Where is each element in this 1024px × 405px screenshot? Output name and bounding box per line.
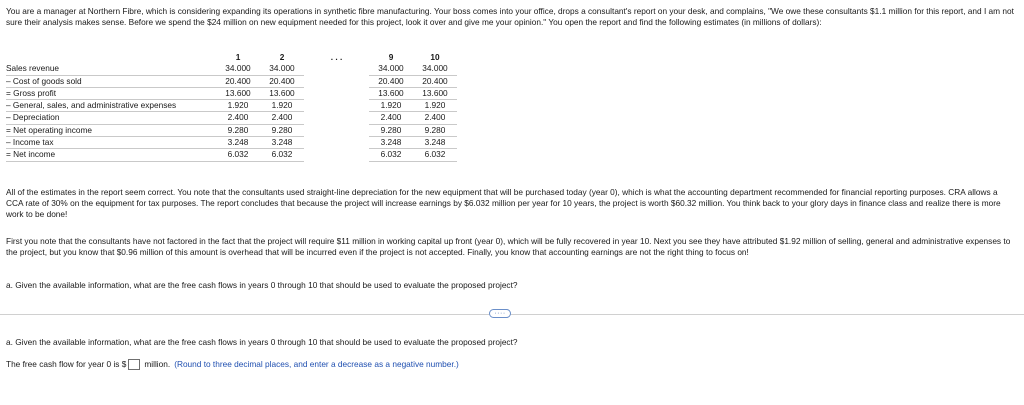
cell-year-2: 1.920 xyxy=(260,100,304,112)
cell-ellipsis xyxy=(304,75,369,87)
cell-year-1: 2.400 xyxy=(216,112,260,124)
year-0-fcf-input[interactable] xyxy=(128,359,140,370)
cell-year-10: 13.600 xyxy=(413,87,457,99)
cell-ellipsis xyxy=(304,124,369,136)
cell-year-10: 1.920 xyxy=(413,100,457,112)
row-label: = Net operating income xyxy=(6,124,216,136)
question-prompt: a. Given the available information, what are the free cash flows in years 0 through 10 that should be used to evaluate the proposed project? xyxy=(6,280,518,290)
row-label: – Depreciation xyxy=(6,112,216,124)
cell-ellipsis xyxy=(304,63,369,75)
problem-intro: You are a manager at Northern Fibre, which is considering expanding its operations in synthetic fibre manufacturing. Your boss comes into your office, drops a consultant's report on your desk, and complains, "We owe these consultants $1.1 million for this report, and I am not sure their analysis makes sense. Before we spend the $24 million on new equipment needed for this project, look it over and give me your opinion." You open the report and find the following estimates (in millions of dollars): xyxy=(6,6,1014,27)
answer-prefix: The free cash flow for year 0 is $ xyxy=(6,359,127,369)
table-row xyxy=(6,124,457,136)
answer-hint: (Round to three decimal places, and enter a decrease as a negative number.) xyxy=(174,359,459,369)
cell-year-1: 1.920 xyxy=(216,100,260,112)
cell-year-1: 34.000 xyxy=(216,63,260,75)
section-divider xyxy=(0,314,1024,315)
cell-ellipsis xyxy=(304,137,369,149)
cell-year-2: 34.000 xyxy=(260,63,304,75)
table-row xyxy=(6,137,457,149)
cell-year-9: 1.920 xyxy=(369,100,413,112)
expand-collapse-button[interactable] xyxy=(489,309,511,318)
table-row xyxy=(6,149,457,161)
cell-ellipsis xyxy=(304,87,369,99)
cell-year-1: 6.032 xyxy=(216,149,260,161)
report-observation-paragraph: All of the estimates in the report seem correct. You note that the consultants used straight-line depreciation for the new equipment that will be purchased today (year 0), which is what the accounting department recommended for financial reporting purposes. CRA allows a CCA rate of 30% on the equipment for tax purposes. The report concludes that because the project will increase earnings by $6.032 million per year for 10 years, the project is worth $60.32 million. You think back to your glory days in finance class and realize there is more work to be done! xyxy=(6,187,1001,219)
row-label: – Cost of goods sold xyxy=(6,75,216,87)
cell-ellipsis xyxy=(304,112,369,124)
cell-year-2: 13.600 xyxy=(260,87,304,99)
cell-year-10: 20.400 xyxy=(413,75,457,87)
cell-year-10: 3.248 xyxy=(413,137,457,149)
cell-year-2: 9.280 xyxy=(260,124,304,136)
cell-year-1: 3.248 xyxy=(216,137,260,149)
header-label xyxy=(6,52,216,63)
cell-year-10: 2.400 xyxy=(413,112,457,124)
header-year-2: 2 xyxy=(279,52,285,62)
cell-year-10: 34.000 xyxy=(413,63,457,75)
cell-year-1: 9.280 xyxy=(216,124,260,136)
cell-year-2: 3.248 xyxy=(260,137,304,149)
estimates-table xyxy=(6,52,457,162)
cell-year-10: 6.032 xyxy=(413,149,457,161)
cell-year-9: 9.280 xyxy=(369,124,413,136)
cell-year-9: 2.400 xyxy=(369,112,413,124)
table-row xyxy=(6,87,457,99)
row-label: – Income tax xyxy=(6,137,216,149)
table-row xyxy=(6,63,457,75)
answer-line xyxy=(6,357,459,371)
cell-year-1: 13.600 xyxy=(216,87,260,99)
cell-year-9: 13.600 xyxy=(369,87,413,99)
cell-ellipsis xyxy=(304,149,369,161)
cell-year-9: 34.000 xyxy=(369,63,413,75)
cell-year-2: 20.400 xyxy=(260,75,304,87)
table-row xyxy=(6,100,457,112)
table-header-row xyxy=(6,52,457,63)
cell-year-1: 20.400 xyxy=(216,75,260,87)
cell-year-10: 9.280 xyxy=(413,124,457,136)
header-year-1: 1 xyxy=(235,52,241,62)
table-row xyxy=(6,75,457,87)
cell-year-2: 6.032 xyxy=(260,149,304,161)
cell-ellipsis xyxy=(304,100,369,112)
row-label: Sales revenue xyxy=(6,63,216,75)
answer-suffix: million. xyxy=(144,359,171,369)
header-year-9: 9 xyxy=(388,52,394,62)
cell-year-9: 20.400 xyxy=(369,75,413,87)
adjustments-paragraph: First you note that the consultants have not factored in the fact that the project will require $11 million in working capital up front (year 0), which will be fully recovered in year 10. Next you see they have attributed $1.92 million of selling, general and administrative expenses to the project, but you know that $0.96 million of this amount is overhead that will be incurred even if the project is not accepted. Finally, you know that accounting earnings are not the right thing to focus on! xyxy=(6,236,1011,257)
row-label: = Net income xyxy=(6,149,216,161)
ellipsis-icon: ···· xyxy=(494,310,506,317)
row-label: = Gross profit xyxy=(6,87,216,99)
header-ellipsis: . . . xyxy=(330,52,343,62)
cell-year-9: 3.248 xyxy=(369,137,413,149)
cell-year-2: 2.400 xyxy=(260,112,304,124)
row-label: – General, sales, and administrative expenses xyxy=(6,100,216,112)
question-repeat: a. Given the available information, what are the free cash flows in years 0 through 10 that should be used to evaluate the proposed project? xyxy=(6,337,518,347)
header-year-10: 10 xyxy=(430,52,440,62)
table-row xyxy=(6,112,457,124)
cell-year-9: 6.032 xyxy=(369,149,413,161)
